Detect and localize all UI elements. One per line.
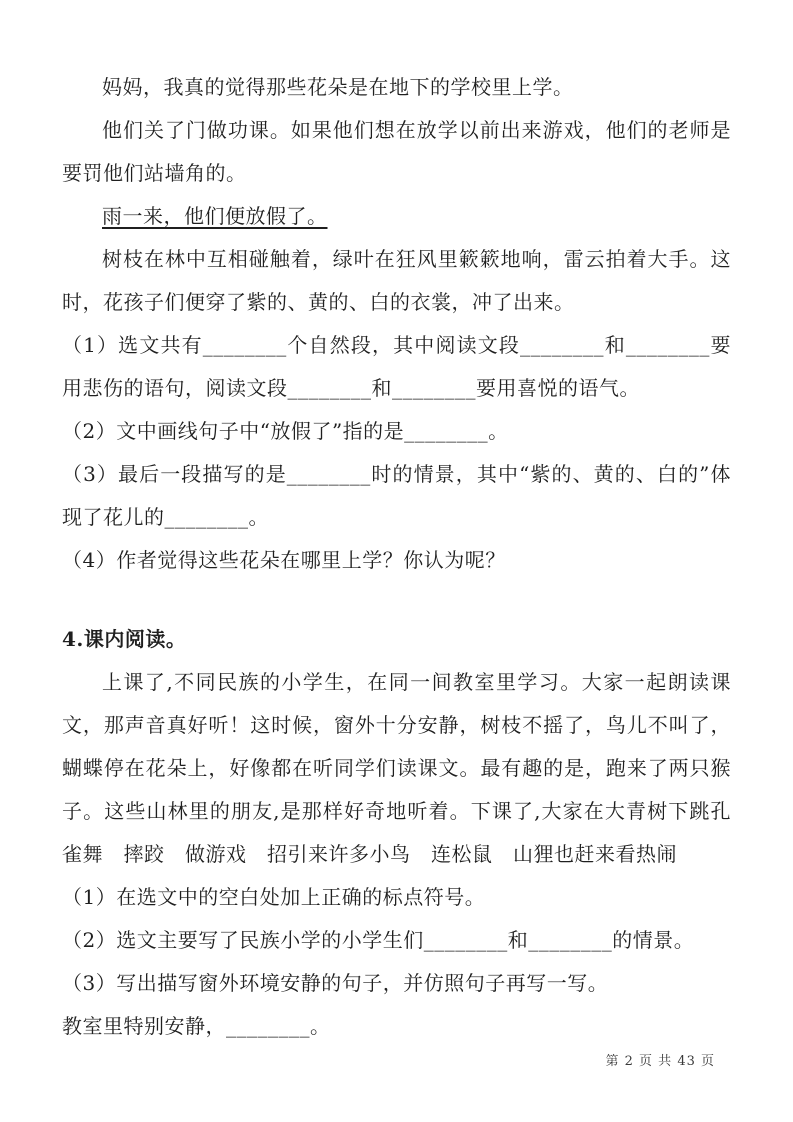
page-number: 第 2 页 共 43 页 [605, 1054, 715, 1069]
exercise4-question-2: （2）选文主要写了民族小学的小学生们________和________的情景。 [62, 928, 695, 952]
passage1-paragraph-3 [62, 195, 731, 238]
exercise3-question-2: （2）文中画线句子中“放假了”指的是________。 [62, 419, 509, 443]
exercise3-question-4: （4）作者觉得这些花朵在哪里上学？你认为呢？ [62, 548, 506, 572]
passage1-paragraph-4: 树枝在林中互相碰触着，绿叶在狂风里簌簌地响，雷云拍着大手。这时，花孩子们便穿了紫的、黄的、白的衣裳，冲了出来。 [62, 247, 731, 314]
exercise4-question-1: （1）在选文中的空白处加上正确的标点符号。 [62, 885, 486, 909]
passage1-paragraph-1: 妈妈，我真的觉得那些花朵是在地下的学校里上学。 [102, 75, 574, 99]
exercise3-question-3: （3）最后一段描写的是________时的情景，其中“紫的、黄的、白的”体现了花儿的________。 [62, 462, 731, 529]
exercise3-question-1: （1）选文共有________个自然段，其中阅读文段________和________要用悲伤的语句，阅读文段________和________要用喜悦的语气。 [62, 333, 731, 400]
underlined-sentence: 雨一来，他们便放假了。 [102, 204, 328, 228]
passage1-paragraph-2: 他们关了门做功课。如果他们想在放学以前出来游戏，他们的老师是要罚他们站墙角的。 [62, 118, 731, 185]
exercise4-question-3-fill-line: 教室里特别安静，________。 [62, 1014, 331, 1038]
section-heading-exercise4: 4.课内阅读。 [62, 627, 187, 651]
exercise4-question-3: （3）写出描写窗外环境安静的句子，并仿照句子再写一写。 [62, 971, 609, 995]
passage2-paragraph: 上课了,不同民族的小学生，在同一间教室里学习。大家一起朗读课文，那声音真好听！这时候，窗外十分安静，树枝不摇了，鸟儿不叫了，蝴蝶停在花朵上，好像都在听同学们读课文。最有趣的是，跑来了两只猴子。这些山林里的朋友,是那样好奇地听着。下课了,大家在大青树下跳孔雀舞 摔跤 做游戏 招引来许多小鸟 连松鼠 山狸也赶来看热闹 [62, 670, 731, 866]
